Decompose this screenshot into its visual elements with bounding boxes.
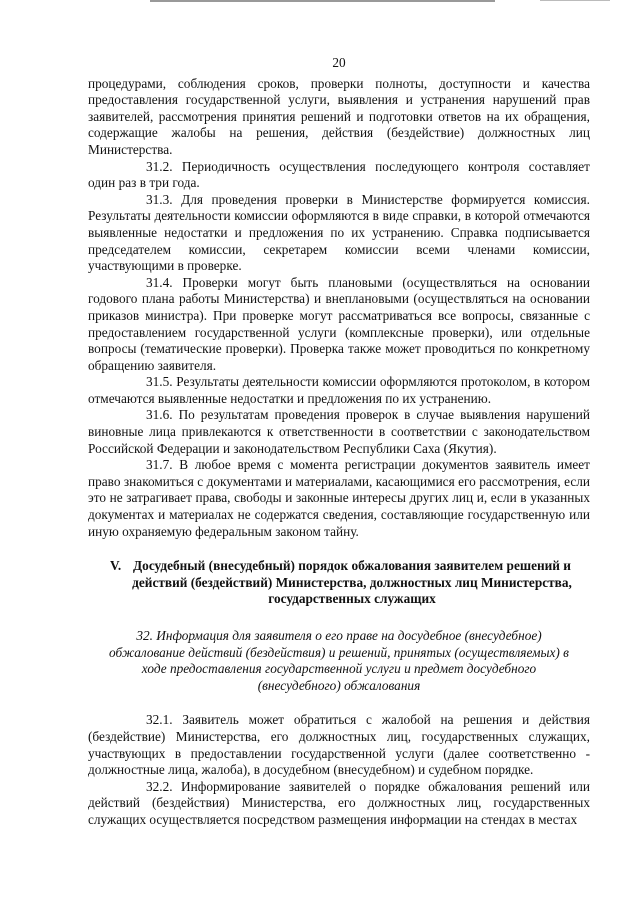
- paragraph-32-2: 32.2. Информирование заявителей о порядке обжалования решений или действий (бездействия) Министерства, его должностных лиц, государственных служащих осуществляется посредством размещения информации на стендах в местах: [88, 778, 590, 827]
- paragraph-31-4: 31.4. Проверки могут быть плановыми (осуществляться на основании годового плана работы Министерства) и внеплановыми (осуществляться на основании приказов министра). При проверке могут рассматриваться все вопросы, связанные с предоставлением государственной услуги (комплексные проверки), или отдельные вопросы (тематические проверки). Проверка также может проводиться по конкретному обращению заявителя.: [88, 274, 590, 373]
- document-page: [88, 55, 590, 829]
- section-heading: [88, 558, 590, 608]
- paragraph-31-6: 31.6. По результатам проведения проверок в случае выявления нарушений виновные лица привлекаются к ответственности в соответствии с законодательством Российской Федерации и законодательством Республики Саха (Якутия).: [88, 407, 590, 456]
- subsection-heading: 32. Информация для заявителя о его праве на досудебное (внесудебное) обжалование действий (бездействия) и решений, принятых (осуществляемых) в ходе предоставления государственной услуги и предмет досудебного (внесудебного) обжалования: [109, 628, 569, 693]
- section-number: V.: [110, 558, 122, 574]
- scan-edge-line: [540, 0, 610, 1]
- paragraph-32-1: 32.1. Заявитель может обратиться с жалобой на решения и действия (бездействие) Министерства, его должностных лиц, государственных служащих, участвующих в предоставлении государственной услуги (далее соответственно - должностные лица, жалоба), в досудебном (внесудебном) и судебном порядке.: [88, 712, 590, 778]
- section-title: Досудебный (внесудебный) порядок обжалования заявителем решений и действий (бездействий) Министерства, должностных лиц Министерства, государственных служащих: [132, 558, 572, 607]
- paragraph: процедурами, соблюдения сроков, проверки полноты, доступности и качества предоставления государственной услуги, выявления и устранения нарушений прав заявителей, рассмотрения принятия решений и подготовки ответов на их обращения, содержащие жалобы на решения, действия (бездействие) должностных лиц Министерства.: [88, 75, 590, 157]
- paragraph-31-7: 31.7. В любое время с момента регистрации документов заявитель имеет право знакомиться с документами и материалами, касающимися его рассмотрения, если это не затрагивает права, свободы и законные интересы других лиц и, если в указанных документах и материалах не содержатся сведения, составляющие государственную или иную охраняемую федеральным законом тайну.: [88, 457, 590, 539]
- paragraph-31-5: 31.5. Результаты деятельности комиссии оформляются протоколом, в котором отмечаются выявленные недостатки и предложения по их устранению.: [88, 374, 590, 406]
- paragraph-31-3: 31.3. Для проведения проверки в Министерстве формируется комиссия. Результаты деятельности комиссии оформляются в виде справки, в которой отмечаются выявленные недостатки и предложения по их устранению. Справка подписывается председателем комиссии, секретарем комиссии всеми членами комиссии, участвующими в проверке.: [88, 191, 590, 274]
- scan-edge-line: [150, 0, 495, 2]
- page-number: 20: [332, 55, 346, 70]
- paragraph-31-2: 31.2. Периодичность осуществления последующего контроля составляет один раз в три года.: [88, 158, 590, 191]
